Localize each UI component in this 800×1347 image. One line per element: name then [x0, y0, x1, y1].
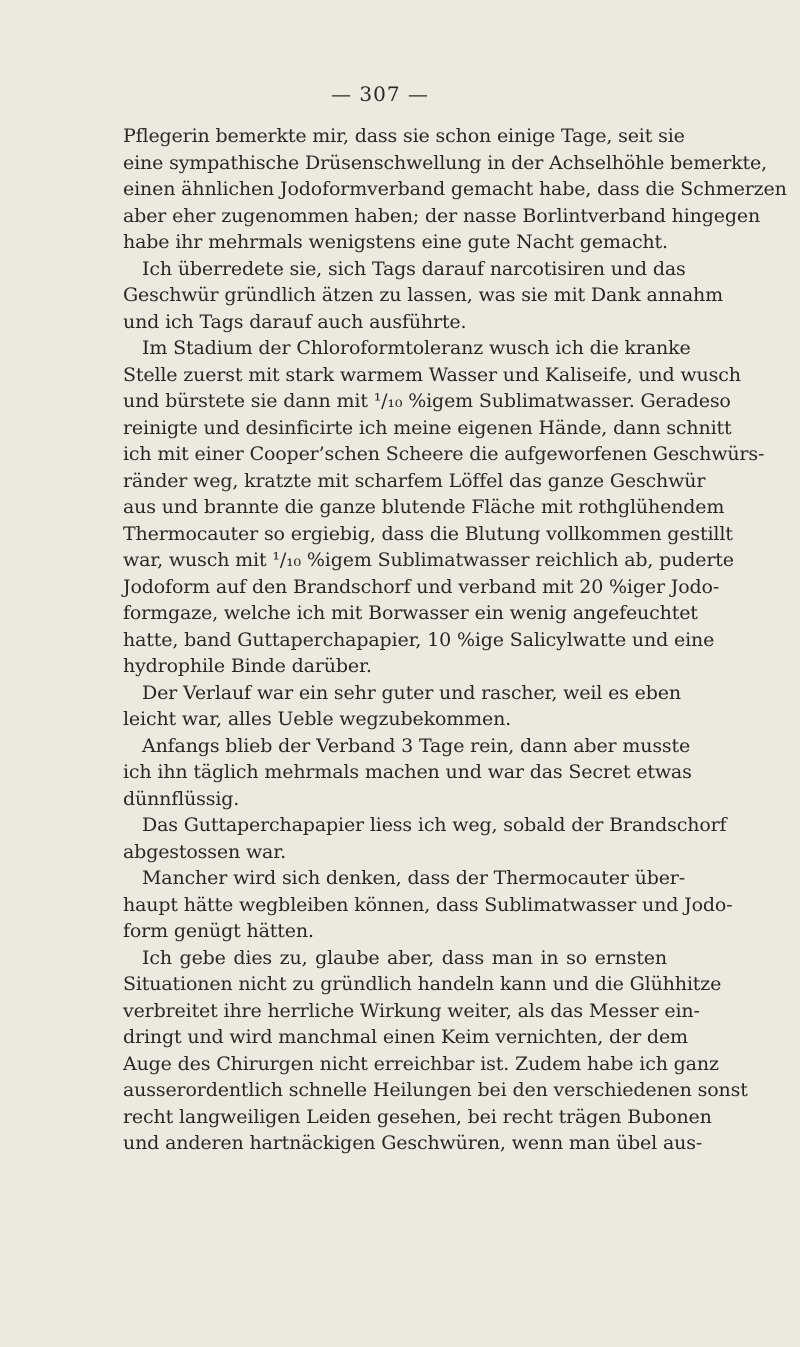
text-line: einen ähnlichen Jodoformverband gemacht habe, dass die Schmerzen [123, 178, 787, 200]
text-line: leicht war, alles Ueble wegzubekommen. [123, 708, 512, 730]
text-line: Auge des Chirurgen nicht erreichbar ist. Zudem habe ich ganz [123, 1052, 719, 1075]
page-number: — 307 — [331, 82, 429, 106]
text-line: und ich Tags darauf auch ausführte. [123, 310, 467, 333]
text-line: Anfangs blieb der Verband 3 Tage rein, dann aber musste [142, 734, 691, 757]
text-line: recht langweiligen Leiden gesehen, bei recht trägen Bubonen [123, 1105, 712, 1128]
text-line: Jodoform auf den Brandschorf und verband mit 20 %iger Jodo- [123, 575, 720, 598]
text-line: ich ihn täglich mehrmals machen und war das Secret etwas [123, 761, 692, 783]
text-line: Thermocauter so ergiebig, dass die Blutung vollkommen gestillt [123, 522, 733, 545]
text-line: und bürstete sie dann mit ¹/₁₀ %igem Sublimatwasser. Geradeso [123, 390, 731, 412]
text-line: Pflegerin bemerkte mir, dass sie schon einige Tage, seit sie [123, 125, 685, 147]
text-line: haupt hätte wegbleiben können, dass Sublimatwasser und Jodo- [123, 893, 733, 916]
text-line: formgaze, welche ich mit Borwasser ein wenig angefeuchtet [123, 602, 698, 624]
text-line: Der Verlauf war ein sehr guter und rascher, weil es eben [142, 681, 681, 704]
text-line: aus und brannte die ganze blutende Fläche mit rothglühendem [123, 496, 725, 518]
text-line: Im Stadium der Chloroformtoleranz wusch ich die kranke [142, 337, 691, 359]
text-line: dringt und wird manchmal einen Keim vernichten, der dem [123, 1026, 688, 1048]
text-line: verbreitet ihre herrliche Wirkung weiter, als das Messer ein- [123, 999, 700, 1022]
text-line: ränder weg, kratzte mit scharfem Löffel das ganze Geschwür [123, 469, 706, 492]
text-line: Situationen nicht zu gründlich handeln kann und die Glühhitze [123, 973, 722, 995]
text-line: aber eher zugenommen haben; der nasse Borlintverband hingegen [123, 204, 761, 227]
text-line: dünnflüssig. [123, 787, 240, 810]
text-line: form genügt hätten. [123, 920, 314, 942]
text-line: Stelle zuerst mit stark warmem Wasser und Kaliseife, und wusch [123, 363, 741, 386]
text-line: ich mit einer Cooper’schen Scheere die aufgeworfenen Geschwürs- [123, 443, 765, 465]
text-line: abgestossen war. [123, 840, 286, 863]
text-line: hydrophile Binde darüber. [123, 655, 372, 677]
text-line: hatte, band Guttaperchapapier, 10 %ige Salicylwatte und eine [123, 628, 715, 651]
text-line: Ich gebe dies zu, glaube aber, dass man in so ernsten [142, 946, 667, 969]
text-line: habe ihr mehrmals wenigstens eine gute Nacht gemacht. [123, 231, 668, 253]
text-line: und anderen hartnäckigen Geschwüren, wenn man übel aus- [123, 1132, 703, 1154]
text-line: reinigte und desinficirte ich meine eigenen Hände, dann schnitt [123, 416, 732, 439]
text-line: ausserordentlich schnelle Heilungen bei den verschiedenen sonst [123, 1079, 748, 1101]
text-line: war, wusch mit ¹/₁₀ %igem Sublimatwasser reichlich ab, puderte [123, 549, 734, 571]
text-line: Mancher wird sich denken, dass der Thermocauter über- [142, 867, 686, 889]
text-line: Geschwür gründlich ätzen zu lassen, was sie mit Dank annahm [123, 284, 724, 306]
text-line: Ich überredete sie, sich Tags darauf narcotisiren und das [142, 257, 686, 280]
text-line: Das Guttaperchapapier liess ich weg, sobald der Brandschorf [142, 814, 727, 836]
text-line: eine sympathische Drüsenschwellung in der Achselhöhle bemerkte, [123, 151, 768, 174]
body-text [123, 123, 787, 1157]
